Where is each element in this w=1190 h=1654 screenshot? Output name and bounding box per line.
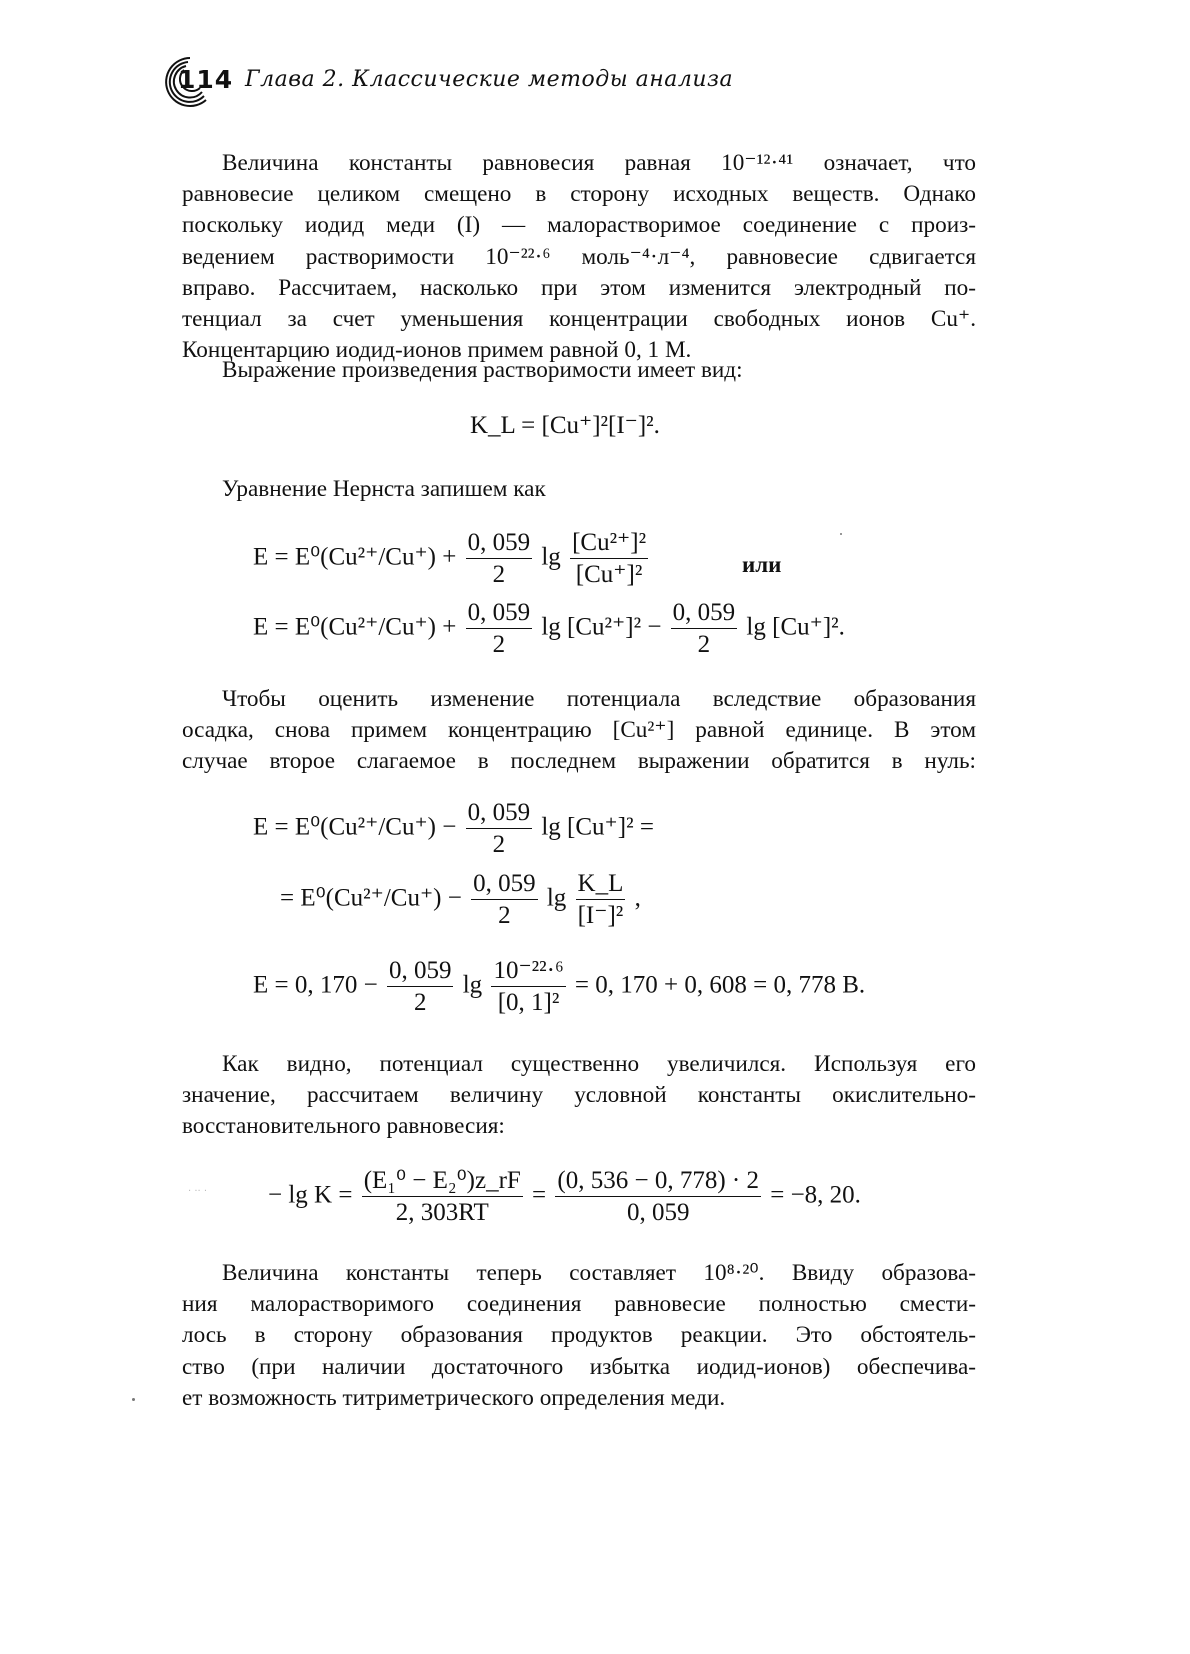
denominator: 2, 303RT [395,1199,489,1227]
text-line: лось в сторону образования продуктов реакции. Это обстоятель- [182,1322,976,1349]
text-line: восстановительного равновесия: [182,1113,505,1140]
denominator: [Cu⁺]² [575,561,643,589]
text-line: Как видно, потенциал существенно увеличился. Используя его [222,1051,976,1077]
formula-potential-1 [253,797,654,861]
formula-nernst-1 [253,527,651,591]
fraction [671,597,738,661]
denominator: 2 [413,989,427,1017]
fraction [576,868,626,932]
denominator: [I⁻]² [577,902,624,930]
formula-solubility-product [470,410,660,440]
fraction [466,797,533,861]
formula-mid: lg [Cu²⁺]² − [541,613,662,641]
paragraph-precipitate [182,684,976,778]
log-sign: lg [546,884,567,912]
log-sign: lg [541,543,561,571]
denominator: 2 [492,561,506,589]
text-line: Величина константы теперь составляет 10⁸·²⁰. Ввиду образова- [222,1260,976,1286]
denominator: 2 [498,902,511,930]
numerator: 0, 059 [466,527,533,559]
text-line: значение, рассчитаем величину условной константы окислительно- [182,1082,976,1109]
denominator: 2 [492,831,506,859]
text-line: осадка, снова примем концентрацию [Cu²⁺] равной единице. В этом [182,717,976,744]
text-line: ет возможность титриметрического определения меди. [182,1384,726,1411]
text-line: Величина константы равновесия равная 10⁻¹²·⁴¹ означает, что [222,150,976,176]
connector-word: или [742,552,782,577]
numerator: [Cu²⁺]² [570,527,648,559]
fraction [570,527,648,591]
fraction [466,527,533,591]
formula-lhs: − lg K = [268,1181,353,1209]
numerator: (0, 536 − 0, 778) · 2 [555,1165,761,1197]
numerator: (E₁⁰ − E₂⁰)z_rF [362,1165,523,1197]
formula-lhs: = E⁰(Cu²⁺/Cu⁺) − [280,884,462,912]
page-number: 114 [178,65,234,94]
comma: , [634,884,641,912]
paragraph-solubility-intro [182,355,976,386]
log-sign: lg [462,971,483,999]
fraction [491,955,565,1019]
fraction [362,1165,523,1229]
numerator: K_L [576,868,626,900]
text-line: Чтобы оценить изменение потенциала вследствие образования [222,686,976,712]
formula-text: K_L = [Cu⁺]²[I⁻]². [470,412,660,439]
equals-sign: = [532,1181,547,1209]
text-line: ния малорастворимого соединения равновесие полностью смести- [182,1291,976,1318]
formula-tail: = −8, 20. [770,1181,861,1209]
text-line: Уравнение Нернста запишем как [222,476,546,502]
paragraph-conclusion [182,1258,976,1414]
paragraph-conditional-constant [182,1049,976,1143]
denominator: 2 [492,631,506,659]
formula-lhs: E = E⁰(Cu²⁺/Cu⁺) + [253,543,457,571]
formula-tail: lg [Cu⁺]² = [541,813,654,841]
formula-nernst-2 [253,597,845,661]
text-line: вправо. Рассчитаем, насколько при этом изменится электродный по- [182,274,976,301]
formula-potential-3 [253,955,865,1019]
numerator: 0, 059 [466,797,533,829]
denominator: 0, 059 [626,1199,690,1227]
text-line: ведением растворимости 10⁻²²·⁶ моль⁻⁴·л⁻⁴, равновесие сдвигается [182,243,976,270]
denominator: 2 [697,631,711,659]
paragraph-nernst-intro [182,474,976,505]
fraction [387,955,454,1019]
numerator: 10⁻²²·⁶ [491,955,565,987]
text-line: Выражение произведения растворимости имеет вид: [222,357,743,383]
text-line: поскольку иодид меди (I) — малорастворимое соединение с произ- [182,212,976,239]
numerator: 0, 059 [671,597,738,629]
text-line: тенциал за счет уменьшения концентрации свободных ионов Cu⁺. [182,305,976,332]
fraction [555,1165,761,1229]
fraction [466,597,533,661]
scan-noise: · ·· · [188,1186,208,1197]
text-line: случае второе слагаемое в последнем выражении обратится в нуль: [182,748,976,775]
numerator: 0, 059 [387,955,454,987]
formula-potential-2 [280,868,641,932]
formula-equilibrium-constant [268,1165,861,1229]
numerator: 0, 059 [466,597,533,629]
text-line: равновесие целиком смещено в сторону исходных веществ. Однако [182,181,976,208]
chapter-title: Глава 2. Классические методы анализа [245,67,734,92]
denominator: [0, 1]² [497,989,560,1017]
formula-lhs: E = E⁰(Cu²⁺/Cu⁺) + [253,613,457,641]
scan-speck [840,533,842,535]
formula-tail: = 0, 170 + 0, 608 = 0, 778 В. [574,971,866,999]
formula-lhs: E = 0, 170 − [253,971,378,999]
page-header [150,52,1050,112]
fraction [471,868,538,932]
formula-lhs: E = E⁰(Cu²⁺/Cu⁺) − [253,813,457,841]
text-line: ство (при наличии достаточного избытка иодид-ионов) обеспечива- [182,1353,976,1380]
scan-speck [132,1398,135,1401]
numerator: 0, 059 [471,868,538,900]
text-line: Концентарцию иодид-ионов примем равной 0, 1 M. [182,337,692,364]
formula-tail: lg [Cu⁺]². [746,613,845,641]
paragraph-equilibrium [182,148,976,366]
